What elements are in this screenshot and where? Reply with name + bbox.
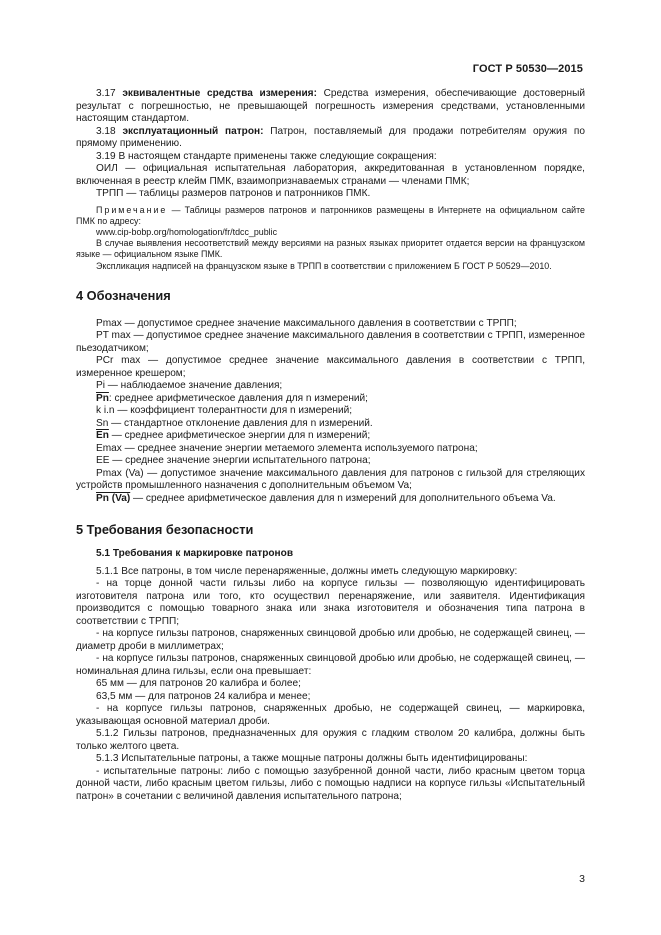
list-item: 65 мм — для патронов 20 калибра и более; — [96, 678, 301, 690]
abbr-trpp: ТРПП — таблицы размеров патронов и патронников ПМК. — [96, 188, 371, 199]
symbol-item: Pmax — допустимое среднее значение максимального давления в соответствии с ТРПП; — [96, 317, 517, 329]
paragraph-3-17: 3.17 эквивалентные средства измерения: Средства измерения, обеспечивающие достоверный результат с погрешностью, не превышающей погрешность измерения средствами, установленными настоящим стандартом. — [76, 88, 586, 124]
page-number: 3 — [579, 873, 585, 885]
symbol-item: k i.n — коэффициент толерантности для n измерений; — [96, 405, 353, 417]
note-url: www.cip-bobp.org/homologation/fr/tdcc_public — [96, 226, 278, 237]
note-language: В случае выявления несоответствий между версиями на разных языках приоритет отдается версии на французском языке — официальном языке ПМК. — [76, 238, 585, 260]
symbol-item: Sn — стандартное отклонение давления для n измерений. — [96, 417, 373, 429]
abbr-oil: ОИЛ — официальная испытательная лаборатория, аккредитованная в установленном порядке, включенная в реестр клейм ПМК, взаимопризнаваемых странами — членами ПМК; — [76, 163, 585, 187]
paragraph-3-19: 3.19 В настоящем стандарте применены также следующие сокращения: — [96, 150, 437, 162]
note-explication: Экспликация надписей на французском языке в ТРПП в соответствии с приложением Б ГОСТ Р 50529—2010. — [96, 260, 552, 271]
paragraph-3-18: 3.18 эксплуатационный патрон: Патрон, поставляемый для продажи потребителям оружия по прямому применению. — [76, 125, 585, 149]
symbol-item-pnva: Pn (Va) — среднее арифметическое давления для n измерений для дополнительного объема Va. — [96, 492, 556, 504]
note: Примечание — Таблицы размеров патронов и патронников размещены в Интернете на официальном сайте ПМК по адресу: — [76, 204, 585, 226]
note-label: Примечание — [96, 204, 168, 215]
section-5-title: 5 Требования безопасности — [76, 522, 254, 538]
list-item: - на корпусе гильзы патронов, снаряженных свинцовой дробью или дробью, не содержащей свинец, — номинальная длина гильзы, если она превышает: — [76, 653, 585, 677]
symbol-item: PCr max — допустимое среднее значение максимального давления в соответствии с ТРПП, измеренное крешером; — [76, 355, 585, 379]
paragraph-5-1-3: 5.1.3 Испытательные патроны, а также мощные патроны должны быть идентифицированы: — [96, 753, 528, 765]
subsection-5-1-title: 5.1 Требования к маркировке патронов — [96, 548, 294, 560]
section-4-title: 4 Обозначения — [76, 287, 171, 303]
symbol-item: Pmax (Va) — допустимое значение максимального давления для патронов с гильзой для стреляющих устройств промышленного назначения с дополнительным объемом Va; — [76, 467, 585, 492]
page-content — [76, 88, 585, 803]
symbol-item: Emax — среднее значение энергии метаемого элемента используемого патрона; — [96, 442, 478, 454]
symbol-item-en: $\overline{En}$ — среднее арифметическое энергии для n измерений; — [96, 430, 371, 442]
paragraph-5-1-1: 5.1.1 Все патроны, в том числе перенаряженные, должны иметь следующую маркировку: — [96, 565, 518, 577]
paragraph-5-1-2: 5.1.2 Гильзы патронов, предназначенных для оружия с гладким стволом 20 калибра, должны быть только желтого цвета. — [76, 728, 585, 752]
term-equivalent-measuring: эквивалентные средства измерения: — [122, 88, 317, 99]
symbol-item-pn: $\overline{Pn}$: среднее арифметическое давления для n измерений; — [96, 392, 368, 404]
term-service-cartridge: эксплуатационный патрон: — [122, 125, 264, 137]
list-item: - на корпусе гильзы патронов, снаряженных дробью, не содержащей свинец, — маркировка, указывающая основной материал дроби. — [76, 703, 585, 727]
symbol-item: PT max — допустимое среднее значение максимального давления в соответствии с ТРПП, измеренное пьезодатчиком; — [76, 330, 585, 354]
list-item: - испытательные патроны: либо с помощью зазубренной донной части, либо красным цветом торца донной части, либо красным цветом гильзы, либо с помощью надписи на корпусе гильзы «Испытательный патрон» в сочетании с величиной давления испытательного патрона; — [76, 765, 585, 802]
list-item: - на торце донной части гильзы либо на корпусе гильзы — позволяющую идентифицировать изготовителя патрона или того, кто осуществил перенаряжение, или заявителя. Идентификация производится с помощью товарного знака или знака изготовителя и обозначения типа патрона в соответствии с ТРПП; — [76, 578, 585, 627]
symbol-item: Pi — наблюдаемое значение давления; — [96, 380, 283, 392]
standard-number: ГОСТ Р 50530—2015 — [472, 63, 583, 75]
list-item: - на корпусе гильзы патронов, снаряженных свинцовой дробью или дробью, не содержащей свинец, — диаметр дроби в миллиметрах; — [76, 628, 585, 652]
list-item: 63,5 мм — для патронов 24 калибра и менее; — [96, 690, 311, 702]
symbol-item: EE — среднее значение энергии испытательного патрона; — [96, 455, 371, 467]
